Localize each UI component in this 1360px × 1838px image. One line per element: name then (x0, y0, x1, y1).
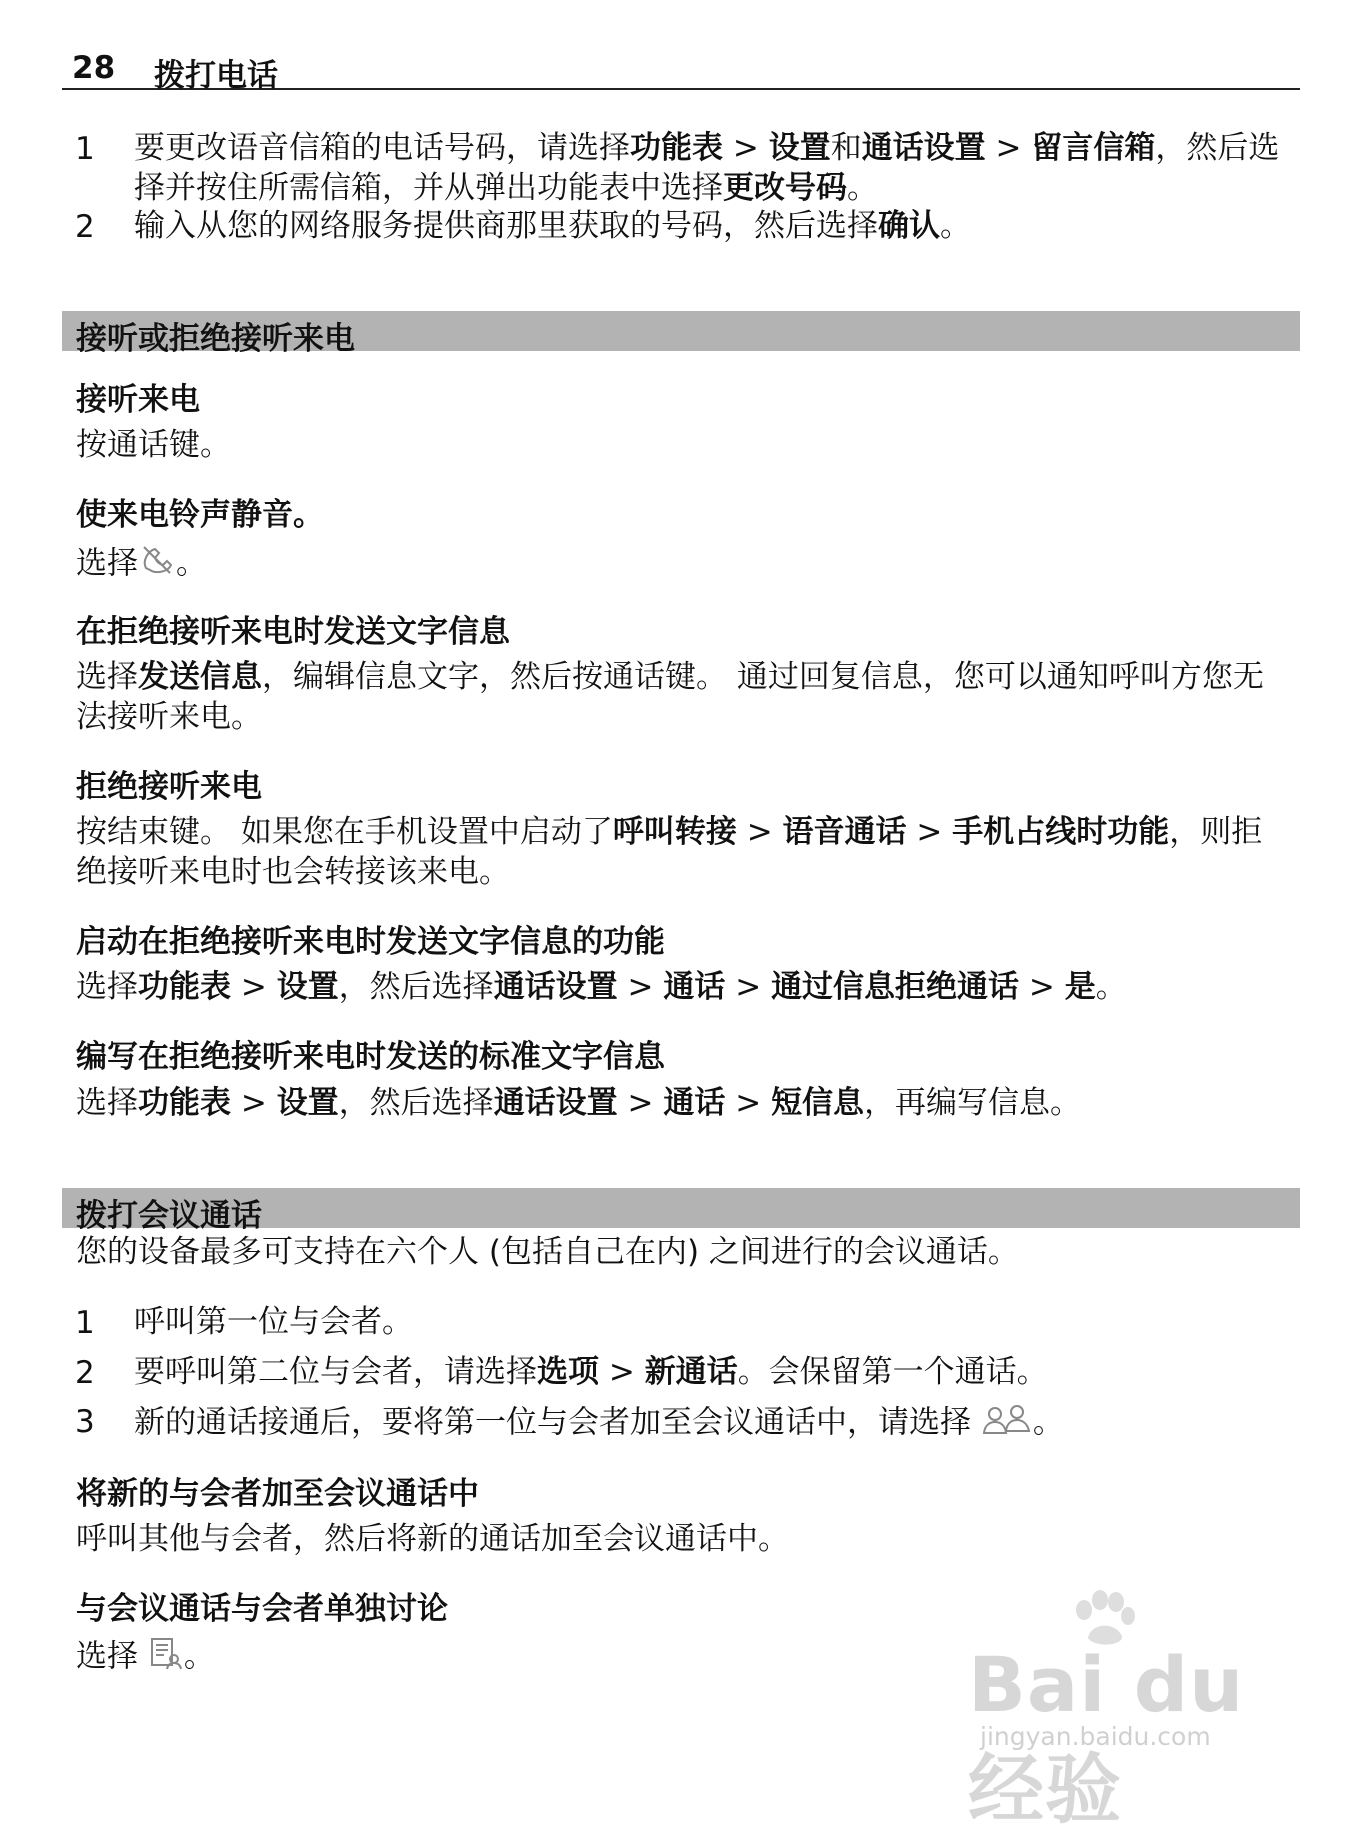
text-run: 和 (830, 130, 862, 166)
watermark (960, 1590, 1300, 1834)
text-standard-message (76, 1083, 1316, 1123)
text-run: 选择 (76, 1085, 138, 1121)
text-run: > (736, 814, 783, 850)
subheading-reject: 拒绝接听来电 (76, 769, 262, 805)
page-number: 28 (72, 50, 116, 86)
text-run: 选择 (76, 969, 138, 1005)
text-run: 呼叫第一位与会者。 (134, 1304, 413, 1340)
text-run: ，然后选择并按住所需信箱，并从弹出功能表中选择 (134, 130, 1280, 206)
text-run: ，再编写信息。 (864, 1085, 1082, 1121)
text-run: > (906, 814, 953, 850)
subheading-send-message: 在拒绝接听来电时发送文字信息 (76, 614, 510, 650)
ui-term: 通过信息拒绝通话 (771, 969, 1020, 1005)
section-title: 拨打会议通话 (76, 1198, 262, 1234)
subheading-activate: 启动在拒绝接听来电时发送文字信息的功能 (76, 924, 665, 960)
ui-term: 选项 (537, 1354, 599, 1390)
conference-step-1 (134, 1302, 1286, 1342)
ui-term: 通话设置 (493, 969, 618, 1005)
subheading-standard-message: 编写在拒绝接听来电时发送的标准文字信息 (76, 1039, 665, 1075)
watermark-url: jingyan.baidu.com (980, 1722, 1211, 1751)
text-activate (76, 967, 1316, 1007)
text-run: ，然后选择 (338, 969, 494, 1005)
step-number: 3 (75, 1404, 95, 1440)
conference-icon (981, 1401, 1033, 1447)
text-run: 新的通话接通后，要将第一位与会者加至会议通话中，请选择 (134, 1404, 981, 1441)
ui-term: 更改号码 (723, 170, 847, 206)
ui-term: 呼叫转接 (612, 814, 737, 850)
ui-term: 语音通话 (782, 814, 907, 850)
ui-term: 手机占线时功能 (952, 814, 1170, 850)
mute-ringtone-icon (138, 541, 176, 589)
step-number: 2 (75, 209, 95, 245)
ui-term: 通话设置 (493, 1085, 618, 1121)
section-band-conference (62, 1188, 1300, 1234)
section-band-answer-reject (62, 311, 1300, 357)
text-run: > (723, 130, 769, 166)
text-run: > (725, 969, 772, 1005)
text-run: > (231, 969, 277, 1005)
text-run: > (1019, 969, 1065, 1005)
text-run: 要更改语音信箱的电话号码，请选择 (134, 130, 630, 166)
ui-term: 是 (1064, 969, 1096, 1005)
conference-step-2 (134, 1352, 1286, 1392)
text-run: 选择 (76, 659, 138, 695)
ui-term: 功能表 (630, 130, 723, 166)
participant-list-icon (148, 1635, 184, 1681)
ui-term: 设置 (768, 130, 831, 166)
step-number: 2 (75, 1355, 95, 1391)
text-mute: 选择 。 (76, 541, 207, 589)
text-run: 输入从您的网络服务提供商那里获取的号码，然后选择 (134, 208, 878, 244)
watermark-logo: Bai du 经验 (968, 1640, 1245, 1834)
text-reject (76, 812, 1291, 892)
intro-step-1 (134, 128, 1286, 208)
ui-term: 通话设置 (861, 130, 986, 166)
ui-term: 新通话 (644, 1354, 738, 1390)
text-send-message (76, 657, 1291, 737)
section-title: 接听或拒绝接听来电 (76, 321, 355, 357)
subheading-private-talk: 与会议通话与会者单独讨论 (76, 1591, 448, 1627)
step-number: 1 (75, 1305, 95, 1341)
ui-term: 留言信箱 (1031, 130, 1156, 166)
step-number: 1 (75, 131, 95, 167)
intro-step-2 (134, 206, 1286, 246)
page-header (62, 46, 1300, 94)
text-run: ，则拒绝接听来电时也会转接该来电。 (76, 814, 1263, 890)
subheading-answer: 接听来电 (76, 382, 200, 418)
text-run: 。 (847, 170, 878, 206)
text-add-participant: 呼叫其他与会者，然后将新的通话加至会议通话中。 (76, 1521, 789, 1557)
text-run: > (599, 1354, 645, 1390)
subheading-mute: 使来电铃声静音。 (76, 497, 324, 533)
text-run: 要呼叫第二位与会者，请选择 (134, 1354, 537, 1390)
text-run: > (617, 969, 664, 1005)
text-answer: 按通话键。 (76, 427, 231, 463)
ui-term: 设置 (276, 969, 339, 1005)
text-run: > (231, 1085, 277, 1121)
ui-term: 短信息 (771, 1085, 865, 1121)
text-run: 。 (1095, 969, 1127, 1005)
text-run: ，编辑信息文字，然后按通话键。 通过回复信息，您可以通知呼叫方您无法接听来电。 (76, 659, 1264, 735)
ui-term: 设置 (276, 1085, 339, 1121)
ui-term: 发送信息 (138, 659, 262, 695)
subheading-add-participant: 将新的与会者加至会议通话中 (76, 1476, 479, 1512)
ui-term: 通话 (663, 1085, 726, 1121)
text-private-talk: 选择 。 (76, 1635, 215, 1681)
text-run: 。会保留第一个通话。 (737, 1354, 1048, 1390)
page-title: 拨打电话 (154, 58, 278, 94)
text-run: > (617, 1085, 664, 1121)
text-run: > (725, 1085, 772, 1121)
ui-term: 功能表 (138, 1085, 231, 1121)
text-run: 按结束键。 如果您在手机设置中启动了 (76, 814, 613, 850)
text-run: ，然后选择 (338, 1085, 494, 1121)
text-conference-intro: 您的设备最多可支持在六个人 (包括自己在内) 之间进行的会议通话。 (76, 1234, 1019, 1270)
ui-term: 通话 (663, 969, 726, 1005)
text-run: > (985, 130, 1032, 166)
ui-term: 功能表 (138, 969, 231, 1005)
ui-term: 确认 (878, 208, 940, 244)
text-run: 。 (940, 208, 971, 244)
conference-step-3: 新的通话接通后，要将第一位与会者加至会议通话中，请选择 。 (134, 1401, 1286, 1447)
